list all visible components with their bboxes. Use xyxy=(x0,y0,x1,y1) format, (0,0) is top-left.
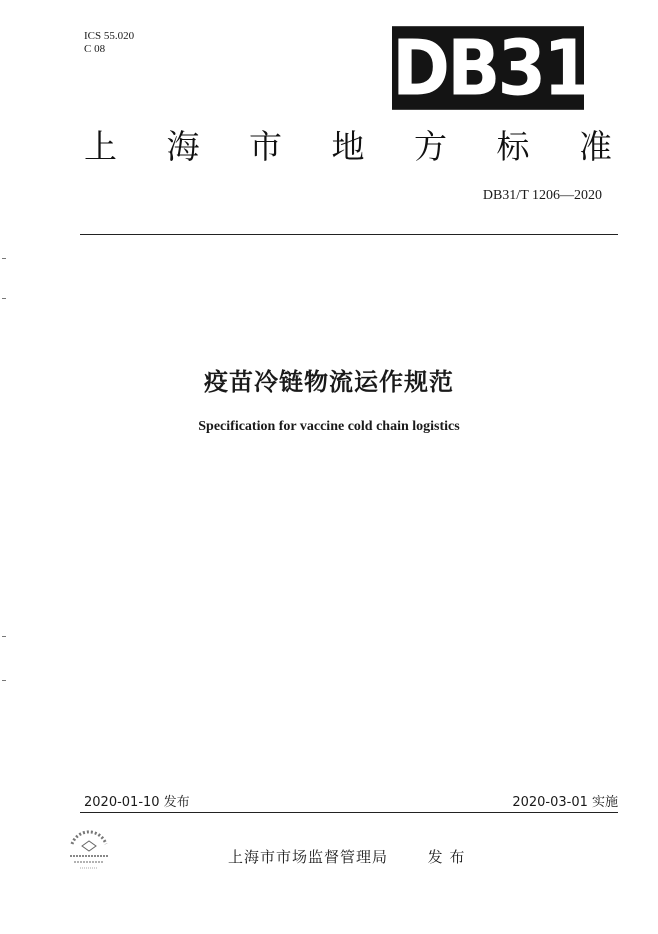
scan-margin-mark xyxy=(2,680,6,681)
scan-margin-mark xyxy=(2,258,6,259)
ccs-code: C 08 xyxy=(84,43,106,55)
title-char: 市 xyxy=(249,127,282,166)
release-date: 2020-01-10 发布 xyxy=(84,795,190,810)
title-char: 标 xyxy=(496,127,530,166)
title-char: 上 xyxy=(84,127,117,166)
scan-margin-mark xyxy=(2,298,6,299)
standard-number: DB31/T 1206—2020 xyxy=(482,188,602,203)
header-divider xyxy=(80,234,618,235)
title-char: 方 xyxy=(414,127,447,166)
implement-date: 2020-03-01 实施 xyxy=(512,795,618,810)
title-char: 准 xyxy=(579,127,612,166)
ics-code: ICS 55.020 xyxy=(84,30,135,42)
issue-label: 发 布 xyxy=(427,848,466,866)
classification-codes xyxy=(84,30,134,56)
document-title: 疫苗冷链物流运作规范 xyxy=(204,368,454,396)
standard-category-title xyxy=(84,127,612,167)
footer-divider xyxy=(80,812,618,813)
title-char: 地 xyxy=(331,127,365,166)
title-char: 海 xyxy=(166,127,200,166)
issuing-authority xyxy=(228,846,465,867)
scan-margin-mark xyxy=(2,636,6,637)
db31-logo: DB31 xyxy=(392,22,589,114)
issuer-name: 上海市市场监督管理局 xyxy=(228,848,389,866)
registration-stamp-icon xyxy=(60,826,118,872)
document-subtitle: Specification for vaccine cold chain logistics xyxy=(198,419,460,434)
